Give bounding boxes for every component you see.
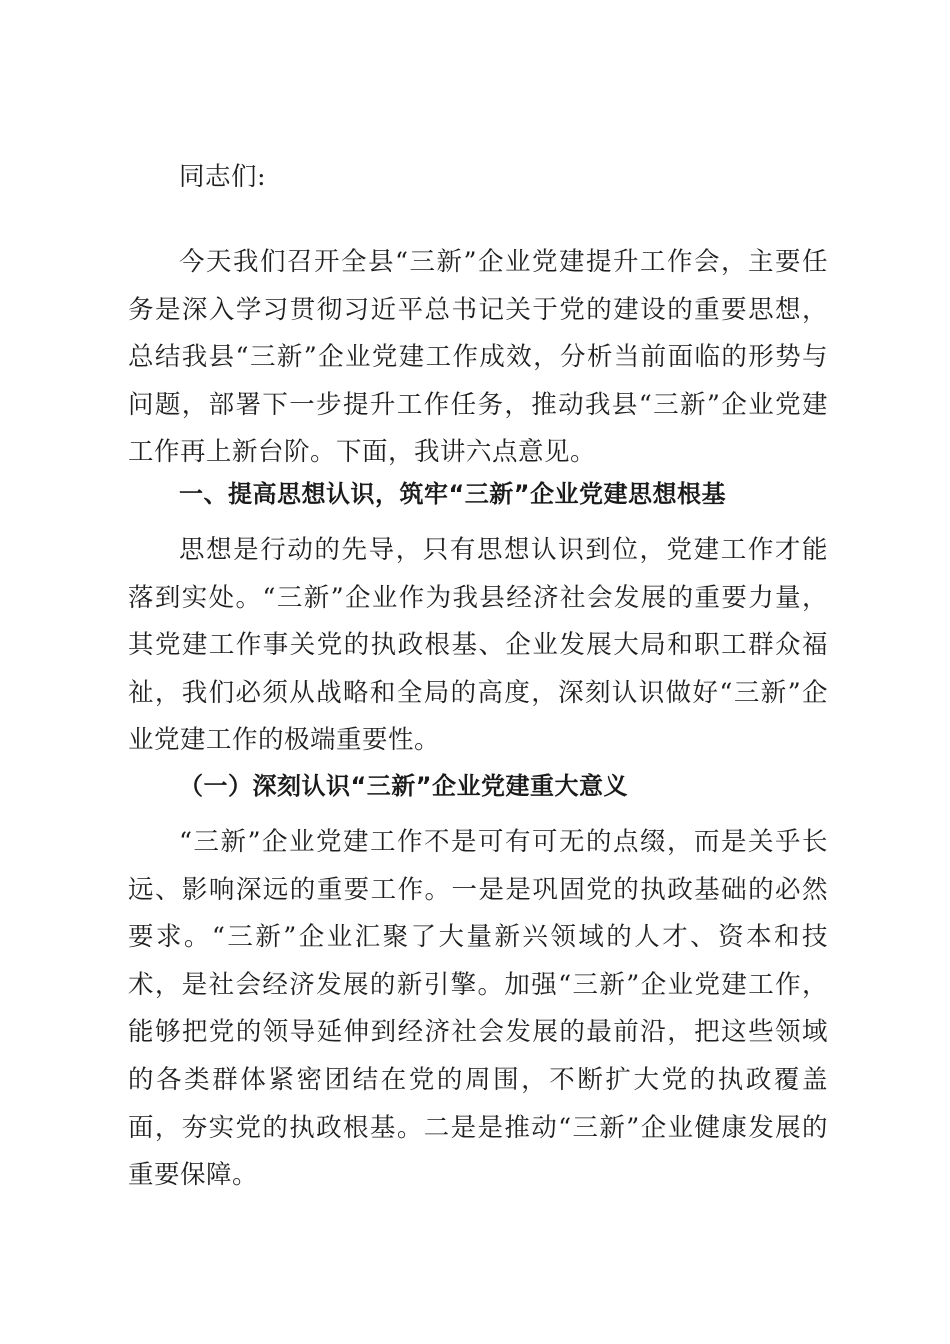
subsection-1-paragraph: “三新”企业党建工作不是可有可无的点缀，而是关乎长远、影响深远的重要工作。一是是巩固党的执政基础的必然要求。“三新”企业汇聚了大量新兴领域的人才、资本和技术，是社会经济发展的新引擎。加强“三新”企业党建工作，能够把党的领导延伸到经济社会发展的最前沿，把这些领域的各类群体紧密团结在党的周围，不断扩大党的执政覆盖面，夯实党的执政根基。二是是推动“三新”企业健康发展的重要保障。 xyxy=(128,827,828,1191)
salutation: 同志们: xyxy=(179,162,267,192)
intro-paragraph: 今天我们召开全县“三新”企业党建提升工作会，主要任务是深入学习贯彻习近平总书记关于党的建设的重要思想，总结我县“三新”企业党建工作成效，分析当前面临的形势与问题，部署下一步提升工作任务，推动我县“三新”企业党建工作再上新台阶。下面，我讲六点意见。 xyxy=(128,247,828,468)
subsection-heading-1: （一）深刻认识“三新”企业党建重大意义 xyxy=(179,772,629,800)
section-1-paragraph: 思想是行动的先导，只有思想认识到位，党建工作才能落到实处。“三新”企业作为我县经济社会发展的重要力量，其党建工作事关党的执政根基、企业发展大局和职工群众福祉，我们必须从战略和全局的高度，深刻认识做好“三新”企业党建工作的极端重要性。 xyxy=(128,535,828,756)
section-heading-1: 一、提高思想认识，筑牢“三新”企业党建思想根基 xyxy=(179,480,727,508)
